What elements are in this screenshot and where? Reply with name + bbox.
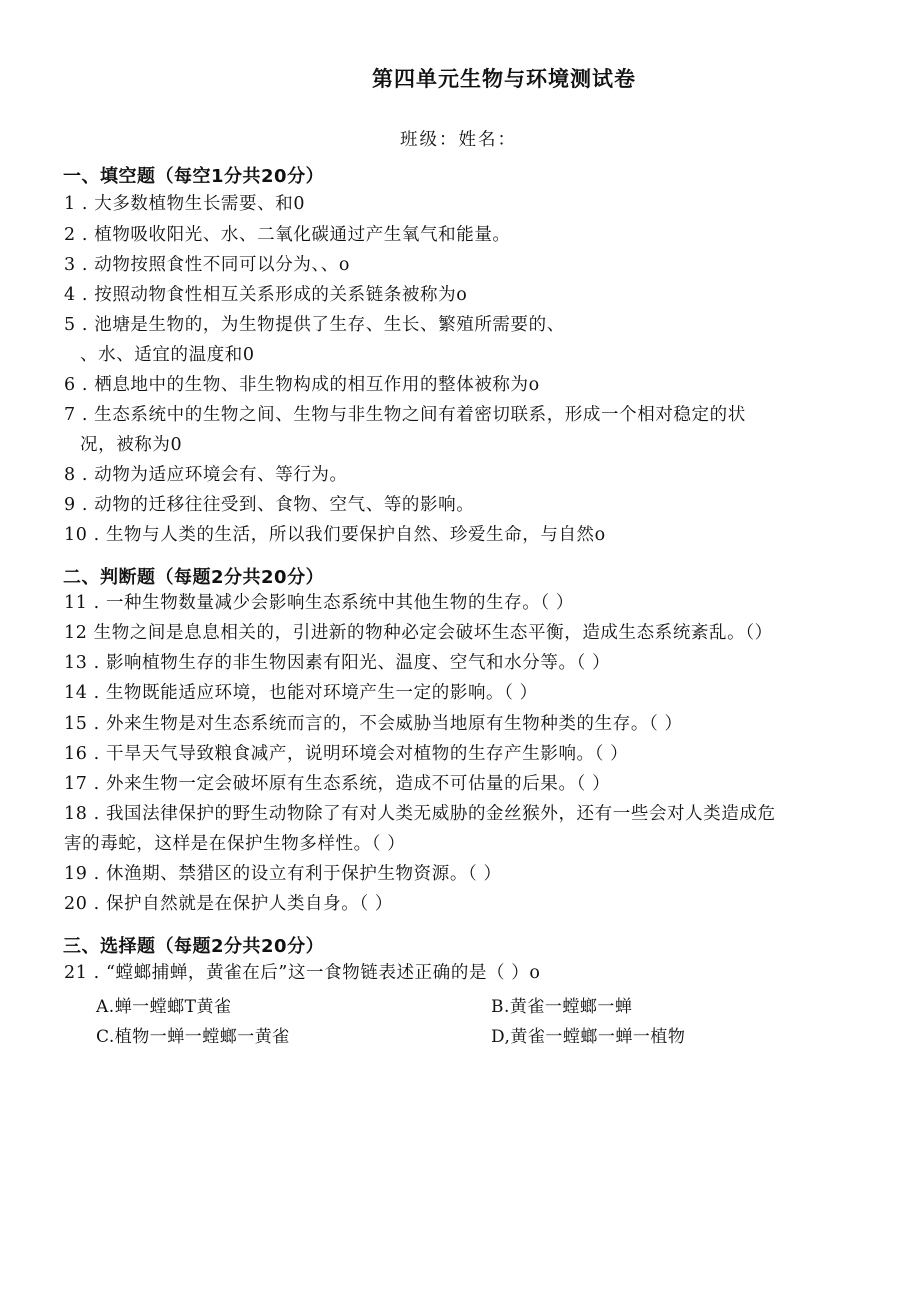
section-judge-title: 二、判断题（每题2分共20分） <box>63 567 325 588</box>
option-d: D,黄雀一螳螂一蝉一植物 <box>491 1027 686 1047</box>
question-5-line2: 、水、适宜的温度和0 <box>80 345 255 365</box>
question-20: 20 . 保护自然就是在保护人类自身。（ ） <box>64 894 393 914</box>
question-18-line2: 害的毒蛇，这样是在保护生物多样性。（ ） <box>64 834 406 854</box>
question-18-line1: 18 . 我国法律保护的野生动物除了有对人类无威胁的金丝猴外，还有一些会对人类造成危 <box>64 804 776 824</box>
question-19: 19 . 休渔期、禁猎区的设立有利于保护生物资源。（ ） <box>64 864 502 884</box>
question-16: 16 . 干旱天气导致粮食减产，说明环境会对植物的生存产生影响。（ ） <box>64 744 629 764</box>
section-choice-title: 三、选择题（每题2分共20分） <box>63 936 325 957</box>
question-10: 10 . 生物与人类的生活，所以我们要保护自然、珍爱生命，与自然o <box>64 525 606 545</box>
section-fill-title: 一、填空题（每空1分共20分） <box>63 166 325 187</box>
question-11: 11 . 一种生物数量减少会影响生态系统中其他生物的生存。（ ） <box>64 593 574 613</box>
question-4: 4 . 按照动物食性相互关系形成的关系链条被称为o <box>64 285 468 305</box>
question-7-line1: 7 . 生态系统中的生物之间、生物与非生物之间有着密切联系，形成一个相对稳定的状 <box>64 405 746 425</box>
question-9: 9 . 动物的迁移往往受到、食物、空气、等的影响。 <box>64 495 475 515</box>
question-3: 3 . 动物按照食性不同可以分为、、o <box>64 255 351 275</box>
question-2: 2 . 植物吸收阳光、水、二氧化碳通过产生氧气和能量。 <box>64 225 511 245</box>
question-17: 17 . 外来生物一定会破坏原有生态系统，造成不可估量的后果。（ ） <box>64 774 611 794</box>
question-12: 12 生物之间是息息相关的，引进新的物种必定会破坏生态平衡，造成生态系统紊乱。（） <box>64 623 773 643</box>
option-b: B.黄雀一螳螂一蝉 <box>491 997 633 1017</box>
question-7-line2: 况，被称为0 <box>80 435 183 455</box>
question-5-line1: 5 . 池塘是生物的，为生物提供了生存、生长、繁殖所需要的、 <box>64 315 565 335</box>
question-8: 8 . 动物为适应环境会有、等行为。 <box>64 465 348 485</box>
question-1: 1 . 大多数植物生长需要、和0 <box>64 194 306 214</box>
option-a: A.蝉一螳螂T黄雀 <box>96 997 232 1017</box>
option-c: C.植物一蝉一螳螂一黄雀 <box>96 1027 290 1047</box>
question-15: 15 . 外来生物是对生态系统而言的，不会威胁当地原有生物种类的生存。（ ） <box>64 714 683 734</box>
page-title: 第四单元生物与环境测试卷 <box>372 67 636 91</box>
question-21: 21 . “螳螂捕蝉，黄雀在后”这一食物链表述正确的是（ ）o <box>64 963 541 983</box>
question-6: 6 . 栖息地中的生物、非生物构成的相互作用的整体被称为o <box>64 375 540 395</box>
class-name-line: 班级：姓名： <box>400 130 517 150</box>
question-13: 13 . 影响植物生存的非生物因素有阳光、温度、空气和水分等。（ ） <box>64 653 611 673</box>
question-14: 14 . 生物既能适应环境，也能对环境产生一定的影响。（ ） <box>64 683 538 703</box>
